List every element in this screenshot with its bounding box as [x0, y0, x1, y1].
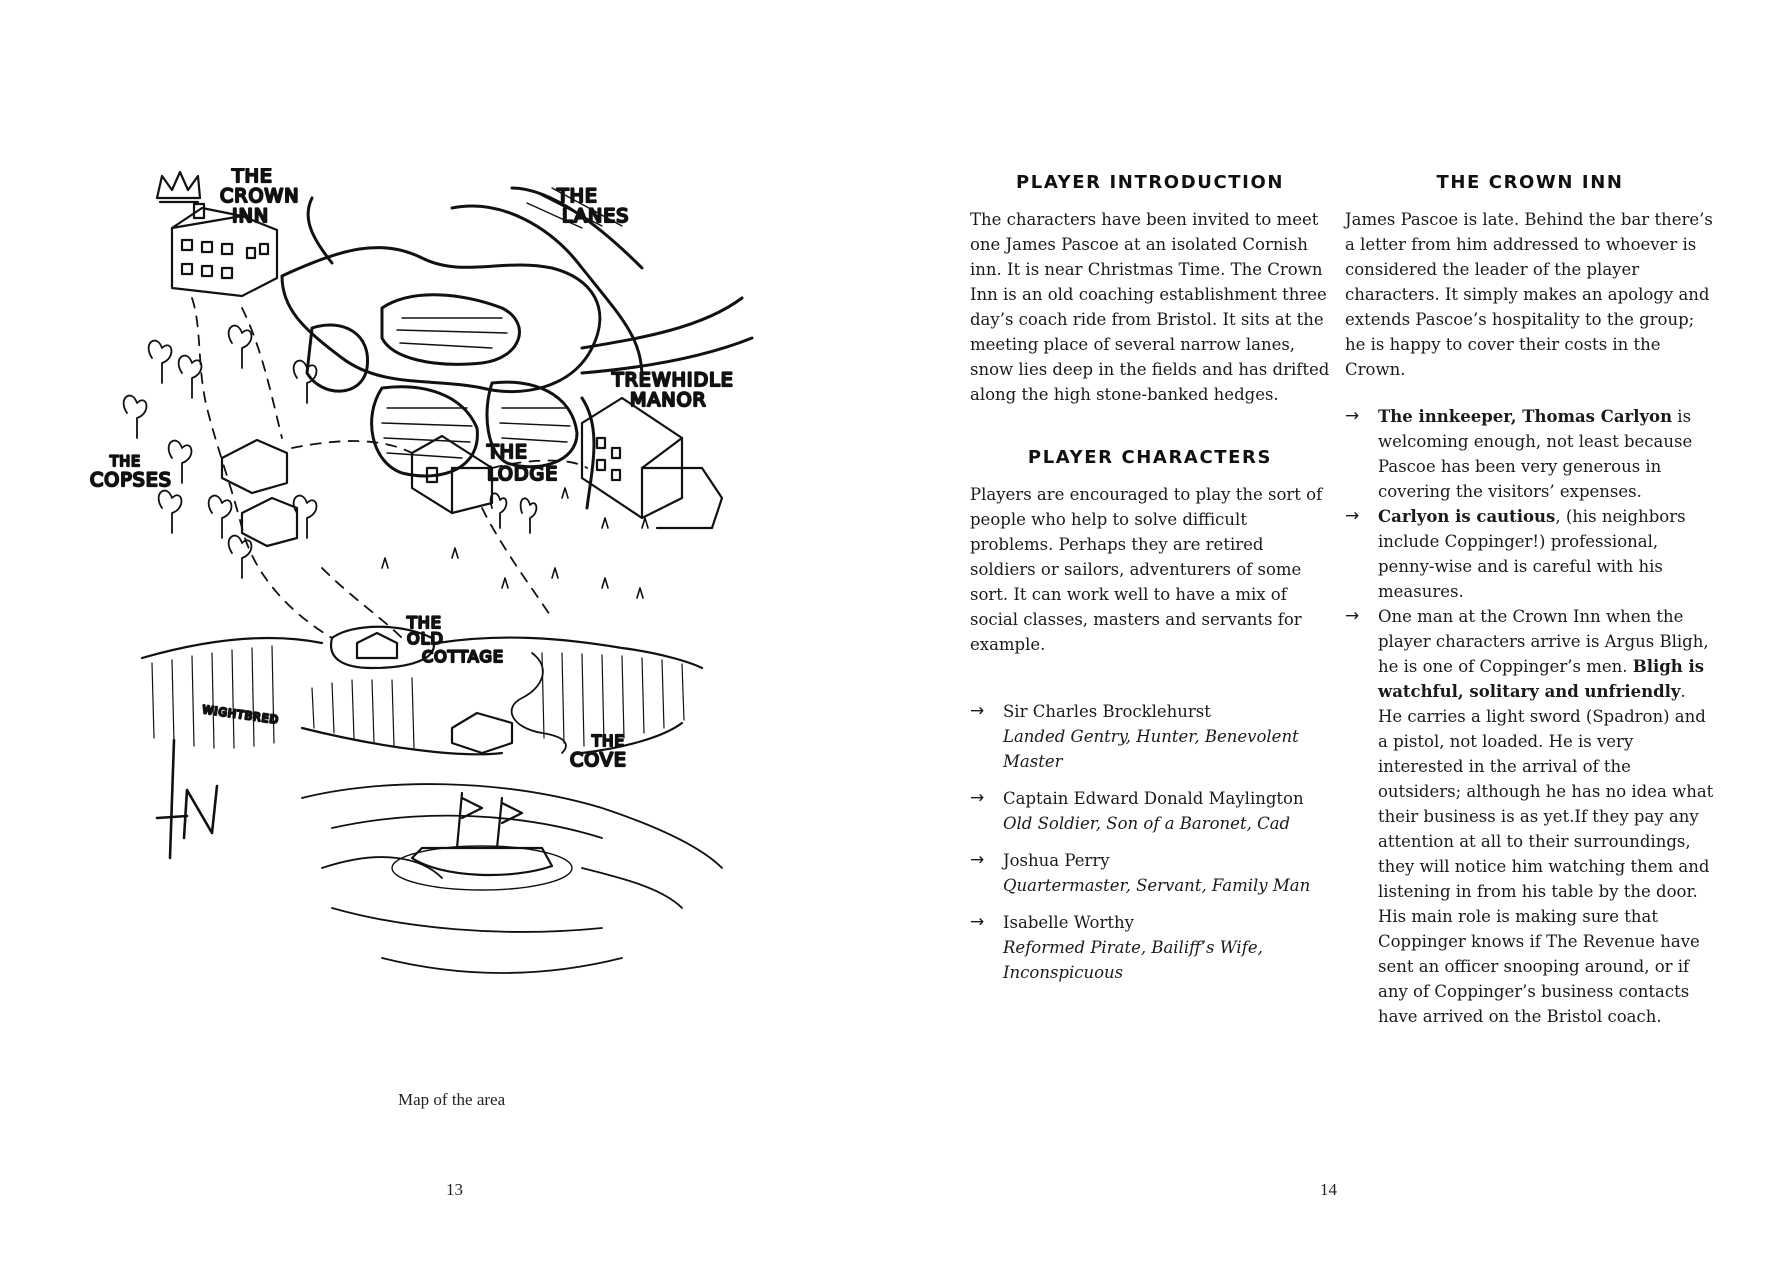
character-description: Old Soldier, Son of a Baronet, Cad [1003, 814, 1291, 833]
character-description: Quartermaster, Servant, Family Man [1003, 876, 1311, 895]
character-list [970, 699, 1330, 985]
label-cove-1: THE [592, 732, 625, 750]
label-copses-1: THE [110, 454, 141, 470]
bullet-bold: The innkeeper, Thomas Carlyon [1378, 407, 1673, 426]
crown-inn-text: James Pascoe is late. Behind the bar there’s a letter from him addressed to whoever is considered the leader of the player characters. It simply makes an apology and extends Pascoe’s hospitality to the group; he is happy to cover their costs in the Crown. [1345, 210, 1713, 379]
arrow-right-icon: → [970, 788, 985, 808]
label-old-cottage-3: COTTAGE [422, 647, 504, 666]
arrow-right-icon: → [1345, 406, 1360, 426]
page-number-left: 13 [446, 1180, 463, 1199]
character-item [970, 699, 1330, 774]
page-number-right: 14 [1320, 1180, 1337, 1199]
bullet-item [1345, 504, 1715, 604]
player-intro-text: The characters have been invited to meet one James Pascoe at an isolated Cornish inn. It is near Christmas Time. The Crown Inn is an old coaching establishment three day’s coach ride from Bristol. It sits at the meeting place of several narrow lanes, snow lies deep in the fields and has drifted along the high stone-banked hedges. [970, 210, 1330, 404]
label-lanes-1: THE [557, 185, 598, 207]
arrow-right-icon: → [1345, 606, 1360, 626]
artist-signature: WIGHTBRED [201, 703, 280, 727]
bullet-item [1345, 604, 1715, 1029]
sea-waves [302, 784, 722, 973]
label-old-cottage-2: OLD [407, 629, 444, 648]
crown-inn-heading: THE CROWN INN [1436, 172, 1624, 193]
label-crown-inn-1: THE [232, 168, 273, 187]
ship-icon [392, 793, 572, 890]
crown-inn-bullets [1345, 404, 1715, 1029]
cove-hut-icon [452, 713, 512, 753]
player-intro-heading: PLAYER INTRODUCTION [1015, 172, 1285, 193]
copses-houses-icon [222, 440, 297, 546]
right-column-a [970, 170, 1330, 997]
grass-tufts [382, 488, 648, 598]
bullet-text: . He carries a light sword (Spadron) and a pistol, not loaded. He is very interested in the arrival of the outsiders; although he has no idea what their business is as yet.If they pay any attention at all to their surroundings, they will notice him watching them and listening in from his table by the door. His main role is making sure that Coppinger knows if The Revenue have sent an officer snooping around, or if any of Coppinger’s business contacts have arrived on the Bristol coach. [1378, 682, 1714, 1026]
character-name: Captain Edward Donald Maylington [1003, 789, 1304, 808]
crown-icon [157, 172, 200, 202]
bullet-bold: Bligh is watchful, solitary and unfriendly [1378, 657, 1705, 701]
character-item [970, 848, 1330, 898]
bullet-text-pre: One man at the Crown Inn when the player characters arrive is Argus Bligh, he is one of Coppinger’s men. [1378, 607, 1709, 676]
map-caption: Map of the area [398, 1090, 506, 1109]
right-column-b [1345, 170, 1715, 1029]
character-item [970, 910, 1330, 985]
label-old-cottage-1: THE [407, 613, 442, 632]
bullet-text: is welcoming enough, not least because Pascoe has been very generous in covering the visitors’ expenses. [1378, 407, 1693, 501]
bullet-item [1345, 404, 1715, 504]
player-characters-heading: PLAYER CHARACTERS [1027, 447, 1273, 468]
label-cove-2: COVE [570, 749, 627, 771]
label-copses-2: COPSES [90, 469, 172, 491]
character-description: Landed Gentry, Hunter, Benevolent Master [1003, 727, 1299, 771]
trewhidle-manor-icon [582, 398, 722, 528]
cove-path [512, 653, 566, 753]
label-crown-inn-2: CROWN [220, 185, 300, 207]
label-lodge-2: LODGE [487, 463, 559, 485]
label-crown-inn-3: INN [232, 205, 270, 227]
area-map [82, 168, 822, 1038]
bullet-bold: Carlyon is cautious [1378, 507, 1556, 526]
arrow-right-icon: → [1345, 506, 1360, 526]
character-description: Reformed Pirate, Bailiff’s Wife, Inconspicuous [1003, 938, 1263, 982]
player-characters-text: Players are encouraged to play the sort of people who help to solve difficult problems. Perhaps they are retired soldiers or sailors, adventurers of some sort. It can work well to have a mix of social classes, masters and servants for example. [970, 485, 1323, 654]
arrow-right-icon: → [970, 850, 985, 870]
arrow-right-icon: → [970, 912, 985, 932]
field-hatching [382, 188, 622, 458]
label-trewhidle-2: MANOR [630, 389, 707, 411]
arrow-right-icon: → [970, 701, 985, 721]
bullet-text: , (his neighbors include Coppinger!) professional, penny-wise and is careful with his measures. [1378, 507, 1686, 601]
label-lodge-1: THE [487, 441, 528, 463]
character-name: Isabelle Worthy [1003, 913, 1134, 932]
label-trewhidle-1: TREWHIDLE [612, 369, 734, 391]
label-lanes-2: LANES [562, 205, 630, 227]
character-name: Sir Charles Brocklehurst [1003, 702, 1211, 721]
character-item [970, 786, 1330, 836]
compass-north-icon [157, 740, 217, 858]
character-name: Joshua Perry [1003, 851, 1110, 870]
